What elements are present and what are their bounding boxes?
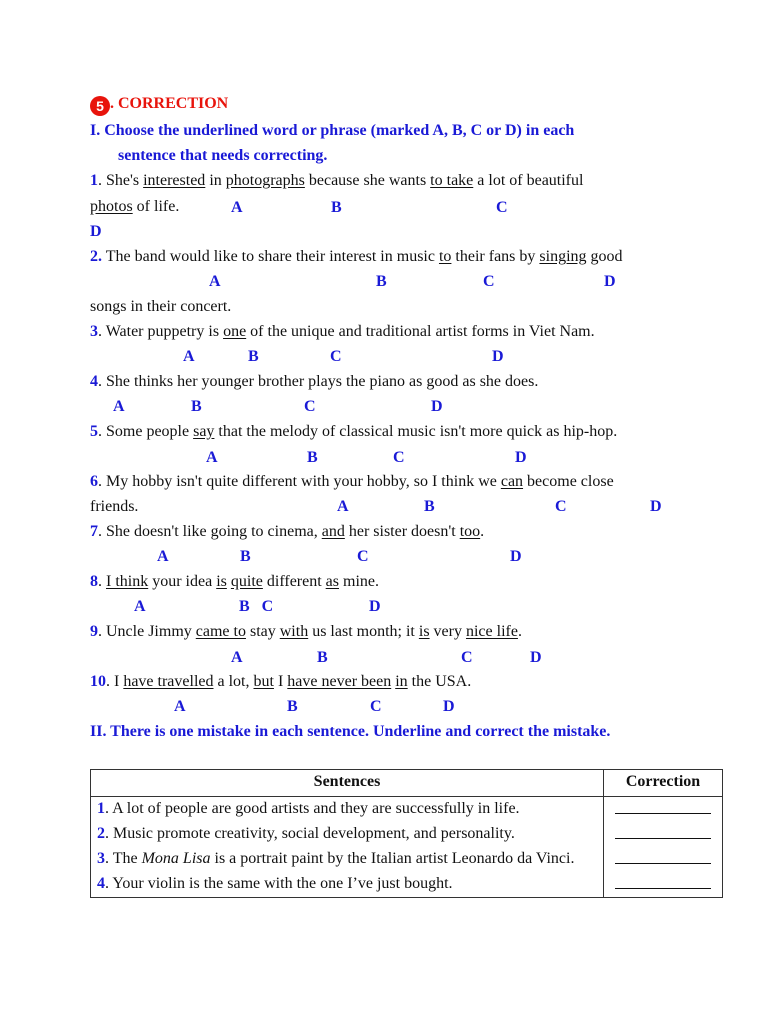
question-number: 3 (90, 323, 98, 340)
question-6 (90, 472, 614, 492)
table-header-row (91, 770, 723, 797)
correction-cell[interactable] (604, 797, 723, 823)
underlined-option: too (459, 523, 481, 540)
question-4 (90, 372, 538, 392)
option-a-label: A (183, 348, 195, 365)
underlined-option: quite (230, 573, 263, 590)
text: a lot, (213, 673, 254, 690)
table-row (91, 872, 723, 898)
question-number: 5 (90, 423, 98, 440)
option-d-label: D (650, 498, 662, 515)
option-c-label: C (330, 348, 342, 365)
text: of life. (132, 198, 180, 215)
underlined-option: singing (539, 248, 587, 265)
text: mine. (339, 573, 379, 590)
sentence-cell (91, 822, 604, 847)
answer-blank[interactable] (615, 874, 711, 889)
sentence-cell (91, 797, 604, 823)
underlined-option: photos (90, 198, 133, 215)
table-row (91, 847, 723, 872)
question-number: 2. (90, 248, 102, 265)
text: The band would like to share their interest in music (102, 248, 439, 265)
text: us last month; it (308, 623, 419, 640)
part2-instruction: II. There is one mistake in each sentence. Underline and correct the mistake. (90, 723, 611, 740)
option-c-label: C (461, 649, 473, 666)
question-6-cont: friends. (90, 498, 139, 515)
option-d-label: D (530, 649, 542, 666)
option-b-label: B (191, 398, 202, 415)
option-d-label: D (515, 449, 527, 466)
option-c-label: C (496, 199, 508, 216)
option-c-label: C (555, 498, 567, 515)
header-sentences: Sentences (91, 770, 604, 797)
part1-instruction-line1: I. Choose the underlined word or phrase (marked A, B, C or D) in each (90, 122, 575, 139)
underlined-option: with (279, 623, 309, 640)
option-a-label: A (206, 449, 218, 466)
option-a-label: A (231, 199, 243, 216)
text: . Water puppetry is (98, 323, 224, 340)
option-b-label: B (248, 348, 259, 365)
option-b-label: B (317, 649, 328, 666)
text: that the melody of classical music isn't more quick as hip-hop. (214, 423, 618, 440)
question-7 (90, 522, 484, 542)
answer-blank[interactable] (615, 799, 711, 814)
sentence-cell (91, 872, 604, 898)
option-d-label: D (90, 223, 102, 240)
underlined-option: I think (106, 573, 149, 590)
option-c-label: C (304, 398, 316, 415)
text: your idea (148, 573, 217, 590)
option-c-label: C (393, 449, 405, 466)
text: different (262, 573, 326, 590)
question-1 (90, 171, 583, 191)
option-c-label: C (483, 273, 495, 290)
underlined-option: but (253, 673, 274, 690)
option-a-label: A (337, 498, 349, 515)
text: very (429, 623, 466, 640)
text: good (586, 248, 623, 265)
italic-title: Mona Lisa (141, 850, 211, 867)
answer-blank[interactable] (615, 849, 711, 864)
underlined-option: is (216, 573, 227, 590)
option-a-label: A (231, 649, 243, 666)
question-9 (90, 622, 522, 642)
part1-instruction-line2: sentence that needs correcting. (118, 147, 328, 164)
table-row (91, 797, 723, 823)
option-a-label: A (209, 273, 221, 290)
question-8 (90, 572, 379, 592)
underlined-option: say (193, 423, 215, 440)
option-b-label: B (424, 498, 435, 515)
option-b-label: B (240, 548, 251, 565)
option-d-label: D (369, 598, 381, 615)
option-a-label: A (113, 398, 125, 415)
underlined-option: in (395, 673, 408, 690)
option-b-label: B (331, 199, 342, 216)
underlined-option: have travelled (123, 673, 214, 690)
correction-cell[interactable] (604, 847, 723, 872)
text: of the unique and traditional artist forms in Viet Nam. (246, 323, 595, 340)
sentence-text: . Music promote creativity, social development, and personality. (105, 825, 515, 842)
section-number-badge: 5 (90, 96, 110, 116)
option-b-label: B (307, 449, 318, 466)
table-row (91, 822, 723, 847)
text: . She doesn't like going to cinema, (98, 523, 322, 540)
text: their fans by (451, 248, 540, 265)
question-number: 7 (90, 523, 98, 540)
option-a-label: A (134, 598, 146, 615)
option-c-label: C (357, 548, 369, 565)
option-bc-label: B C (239, 598, 274, 615)
text: . I (106, 673, 124, 690)
text: . (480, 523, 485, 540)
sentence-text: . The (105, 850, 142, 867)
question-5 (90, 422, 617, 442)
text: in (205, 172, 226, 189)
option-b-label: B (287, 698, 298, 715)
underlined-option: interested (143, 172, 206, 189)
option-d-label: D (510, 548, 522, 565)
sentence-text: . A lot of people are good artists and they are successfully in life. (105, 800, 520, 817)
text: I (273, 673, 288, 690)
question-number: 6 (90, 473, 98, 490)
underlined-option: and (321, 523, 345, 540)
question-number: 4 (90, 373, 98, 390)
underlined-option: photographs (225, 172, 305, 189)
sentence-text: . Your violin is the same with the one I’ve just bought. (105, 875, 453, 892)
text: because she wants (304, 172, 431, 189)
underlined-option: have never been (287, 673, 392, 690)
underlined-option: to take (430, 172, 474, 189)
underlined-option: nice life (465, 623, 518, 640)
question-number: 9 (90, 623, 98, 640)
underlined-option: is (418, 623, 430, 640)
text: . She thinks her younger brother plays the piano as good as she does. (98, 373, 539, 390)
text: the USA. (407, 673, 472, 690)
text: . She's (98, 172, 144, 189)
correction-cell[interactable] (604, 822, 723, 847)
option-a-label: A (174, 698, 186, 715)
question-number: 1 (90, 172, 98, 189)
underlined-option: to (438, 248, 452, 265)
question-2 (90, 247, 623, 267)
row-number: 4 (97, 875, 105, 892)
underlined-option: as (325, 573, 339, 590)
text: . Some people (98, 423, 194, 440)
question-number: 8 (90, 573, 98, 590)
text: . (98, 573, 106, 590)
option-d-label: D (443, 698, 455, 715)
question-3 (90, 322, 595, 342)
text: a lot of beautiful (473, 172, 584, 189)
underlined-option: one (223, 323, 247, 340)
text: stay (245, 623, 280, 640)
option-c-label: C (370, 698, 382, 715)
answer-blank[interactable] (615, 824, 711, 839)
correction-table (90, 769, 723, 898)
text: become close (523, 473, 614, 490)
option-a-label: A (157, 548, 169, 565)
section-heading (90, 94, 228, 116)
text: her sister doesn't (344, 523, 460, 540)
correction-cell[interactable] (604, 872, 723, 898)
underlined-option: came to (195, 623, 246, 640)
sentence-cell (91, 847, 604, 872)
option-d-label: D (431, 398, 443, 415)
option-b-label: B (376, 273, 387, 290)
underlined-option: can (500, 473, 524, 490)
question-10 (90, 672, 471, 692)
text: . Uncle Jimmy (98, 623, 196, 640)
text: . My hobby isn't quite different with your hobby, so I think we (98, 473, 501, 490)
option-d-label: D (604, 273, 616, 290)
sentence-text: is a portrait paint by the Italian artist Leonardo da Vinci. (210, 850, 575, 867)
header-correction: Correction (604, 770, 723, 797)
row-number: 1 (97, 800, 105, 817)
section-title: . CORRECTION (110, 95, 229, 112)
question-1-cont (90, 197, 179, 217)
row-number: 3 (97, 850, 105, 867)
question-2-cont: songs in their concert. (90, 298, 232, 315)
text: . (517, 623, 522, 640)
question-number: 10 (90, 673, 106, 690)
row-number: 2 (97, 825, 105, 842)
option-d-label: D (492, 348, 504, 365)
